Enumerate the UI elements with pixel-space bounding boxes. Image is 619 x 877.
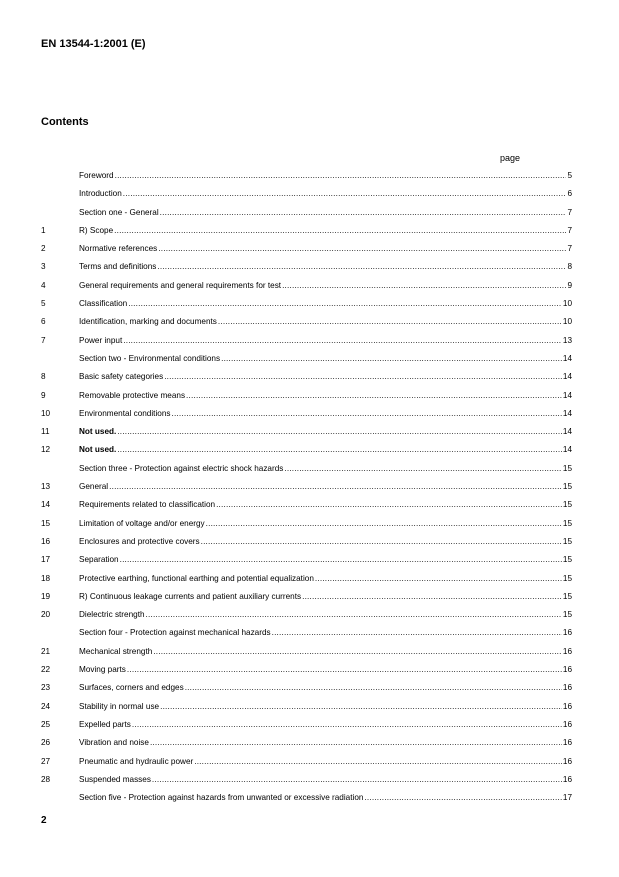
toc-entry-page: 14 bbox=[562, 372, 572, 382]
dot-leader bbox=[186, 387, 562, 405]
document-id: EN 13544-1:2001 (E) bbox=[41, 38, 146, 50]
toc-entry-title: Section one - General bbox=[79, 207, 159, 217]
dot-leader bbox=[206, 515, 562, 533]
toc-entry-number: 1 bbox=[41, 225, 46, 235]
toc-entry[interactable] bbox=[41, 185, 572, 203]
dot-leader bbox=[128, 295, 562, 313]
toc-entry[interactable] bbox=[41, 258, 572, 276]
toc-entry[interactable] bbox=[41, 661, 572, 679]
toc-entry-page: 16 bbox=[562, 719, 572, 729]
toc-entry[interactable] bbox=[41, 753, 572, 771]
dot-leader bbox=[282, 277, 566, 295]
toc-entry-page: 15 bbox=[562, 536, 572, 546]
toc-entry-title: Stability in normal use bbox=[79, 701, 160, 711]
toc-entry[interactable] bbox=[41, 734, 572, 752]
dot-leader bbox=[201, 533, 562, 551]
toc-entry-page: 15 bbox=[562, 482, 572, 492]
toc-entry[interactable] bbox=[41, 478, 572, 496]
toc-entry-page: 15 bbox=[562, 555, 572, 565]
toc-entry-title: Protective earthing, functional earthing and potential equalization bbox=[79, 573, 314, 583]
toc-entry-page: 7 bbox=[567, 225, 572, 235]
dot-leader bbox=[127, 661, 562, 679]
toc-entry-number: 28 bbox=[41, 774, 51, 784]
toc-entry-number: 10 bbox=[41, 408, 51, 418]
toc-entry-page: 10 bbox=[562, 317, 572, 327]
toc-entry-page: 8 bbox=[567, 262, 572, 272]
toc-entry-title: General requirements and general requirements for test bbox=[79, 280, 282, 290]
toc-entry-number: 25 bbox=[41, 719, 51, 729]
toc-entry-title: Foreword bbox=[79, 171, 114, 180]
dot-leader bbox=[158, 240, 566, 258]
toc-entry-number: 26 bbox=[41, 738, 51, 748]
dot-leader bbox=[160, 204, 567, 222]
dot-leader bbox=[185, 679, 562, 697]
toc-entry[interactable] bbox=[41, 496, 572, 514]
dot-leader bbox=[272, 624, 562, 642]
toc-entry-number: 19 bbox=[41, 591, 51, 601]
toc-entry-number: 16 bbox=[41, 536, 51, 546]
toc-entry[interactable] bbox=[41, 277, 572, 295]
toc-entry-title: Mechanical strength bbox=[79, 646, 153, 656]
toc-entry-title: Not used. bbox=[79, 427, 117, 437]
toc-entry-number: 11 bbox=[41, 427, 50, 437]
toc-entry[interactable] bbox=[41, 240, 572, 258]
toc-entry[interactable] bbox=[41, 167, 572, 185]
toc-entry-number: 23 bbox=[41, 683, 51, 693]
toc-entry-page: 7 bbox=[567, 207, 572, 217]
toc-entry-page: 13 bbox=[562, 335, 572, 345]
toc-entry[interactable] bbox=[41, 789, 572, 807]
toc-entry-number: 6 bbox=[41, 317, 46, 327]
toc-entry-page: 16 bbox=[562, 738, 572, 748]
toc-entry-page: 15 bbox=[562, 518, 572, 528]
dot-leader bbox=[171, 405, 561, 423]
dot-leader bbox=[146, 606, 562, 624]
toc-entry-title: Normative references bbox=[79, 244, 158, 254]
toc-entry-title: Power input bbox=[79, 335, 123, 345]
contents-heading: Contents bbox=[41, 116, 89, 128]
toc-entry-title: General bbox=[79, 482, 109, 492]
toc-entry-title: Introduction bbox=[79, 189, 122, 199]
dot-leader bbox=[115, 167, 567, 185]
toc-entry-title: R) Continuous leakage currents and patient auxiliary currents bbox=[79, 591, 302, 601]
toc-entry-page: 14 bbox=[562, 390, 572, 400]
toc-entry-title: Requirements related to classification bbox=[79, 500, 216, 510]
toc-entry[interactable] bbox=[41, 679, 572, 697]
toc-entry[interactable] bbox=[41, 515, 572, 533]
toc-entry[interactable] bbox=[41, 716, 572, 734]
dot-leader bbox=[150, 734, 562, 752]
toc-entry-title: Separation bbox=[79, 555, 119, 565]
toc-entry-title: Surfaces, corners and edges bbox=[79, 683, 184, 693]
toc-entry-title: Classification bbox=[79, 299, 128, 309]
dot-leader bbox=[109, 478, 562, 496]
toc-entry-number: 14 bbox=[41, 500, 51, 510]
dot-leader bbox=[120, 551, 562, 569]
toc-entry-number: 17 bbox=[41, 555, 51, 565]
toc-entry[interactable] bbox=[41, 423, 572, 441]
toc-entry-number: 18 bbox=[41, 573, 51, 583]
toc-entry-number: 27 bbox=[41, 756, 51, 766]
toc-entry-title: R) Scope bbox=[79, 225, 114, 235]
toc-entry[interactable] bbox=[41, 295, 572, 313]
dot-leader bbox=[117, 423, 562, 441]
toc-entry[interactable] bbox=[41, 588, 572, 606]
toc-entry-title: Section three - Protection against electric shock hazards bbox=[79, 463, 284, 473]
toc-entry-page: 14 bbox=[562, 445, 572, 455]
toc-entry-number: 4 bbox=[41, 280, 46, 290]
toc-entry-number: 15 bbox=[41, 518, 51, 528]
toc-entry[interactable] bbox=[41, 332, 572, 350]
dot-leader bbox=[114, 222, 566, 240]
dot-leader bbox=[123, 185, 567, 203]
toc-entry-page: 15 bbox=[562, 610, 572, 620]
dot-leader bbox=[153, 643, 562, 661]
toc-entry-page: 5 bbox=[567, 171, 572, 180]
table-of-contents bbox=[41, 167, 572, 807]
toc-entry[interactable] bbox=[41, 350, 572, 368]
toc-entry[interactable] bbox=[41, 405, 572, 423]
dot-leader bbox=[160, 698, 562, 716]
dot-leader bbox=[123, 332, 562, 350]
toc-entry-page: 17 bbox=[562, 793, 572, 803]
toc-entry-title: Basic safety categories bbox=[79, 372, 164, 382]
toc-entry[interactable] bbox=[41, 570, 572, 588]
toc-entry-title: Section four - Protection against mechanical hazards bbox=[79, 628, 271, 638]
toc-entry[interactable] bbox=[41, 698, 572, 716]
toc-entry-number: 7 bbox=[41, 335, 46, 345]
dot-leader bbox=[164, 368, 562, 386]
toc-entry[interactable] bbox=[41, 368, 572, 386]
toc-entry[interactable] bbox=[41, 204, 572, 222]
dot-leader bbox=[221, 350, 562, 368]
toc-entry-title: Removable protective means bbox=[79, 390, 186, 400]
toc-entry[interactable] bbox=[41, 313, 572, 331]
toc-entry-title: Limitation of voltage and/or energy bbox=[79, 518, 205, 528]
toc-entry-page: 16 bbox=[562, 774, 572, 784]
toc-entry-page: 14 bbox=[562, 427, 572, 437]
toc-entry-page: 16 bbox=[562, 756, 572, 766]
toc-entry-title: Pneumatic and hydraulic power bbox=[79, 756, 194, 766]
toc-entry-number: 13 bbox=[41, 482, 51, 492]
toc-entry[interactable] bbox=[41, 624, 572, 642]
page-column-label: page bbox=[500, 153, 521, 163]
toc-entry-page: 16 bbox=[562, 665, 572, 675]
toc-entry-number: 3 bbox=[41, 262, 46, 272]
toc-entry-number: 24 bbox=[41, 701, 51, 711]
page-number: 2 bbox=[41, 815, 47, 826]
toc-entry[interactable] bbox=[41, 460, 572, 478]
toc-entry-page: 16 bbox=[562, 683, 572, 693]
toc-entry-number: 9 bbox=[41, 390, 46, 400]
toc-entry-page: 16 bbox=[562, 628, 572, 638]
dot-leader bbox=[194, 753, 562, 771]
toc-entry-page: 15 bbox=[562, 573, 572, 583]
toc-entry-title: Suspended masses bbox=[79, 774, 151, 784]
dot-leader bbox=[117, 441, 562, 459]
toc-entry-page: 14 bbox=[562, 408, 572, 418]
toc-entry-page: 16 bbox=[562, 646, 572, 656]
dot-leader bbox=[152, 771, 562, 789]
toc-entry-number: 2 bbox=[41, 244, 46, 254]
toc-entry-title: Section two - Environmental conditions bbox=[79, 353, 221, 363]
toc-entry-title: Enclosures and protective covers bbox=[79, 536, 200, 546]
toc-entry[interactable] bbox=[41, 222, 572, 240]
toc-entry-page: 9 bbox=[567, 280, 572, 290]
toc-entry-page: 16 bbox=[562, 701, 572, 711]
toc-entry[interactable] bbox=[41, 551, 572, 569]
toc-entry-title: Section five - Protection against hazards from unwanted or excessive radiation bbox=[79, 793, 364, 803]
toc-entry-title: Terms and definitions bbox=[79, 262, 157, 272]
toc-entry-title: Expelled parts bbox=[79, 719, 131, 729]
dot-leader bbox=[216, 496, 562, 514]
toc-entry-page: 7 bbox=[567, 244, 572, 254]
toc-entry-page: 14 bbox=[562, 353, 572, 363]
toc-entry-number: 22 bbox=[41, 665, 51, 675]
toc-entry-number: 21 bbox=[41, 646, 51, 656]
toc-entry[interactable] bbox=[41, 441, 572, 459]
toc-entry-page: 15 bbox=[562, 591, 572, 601]
toc-entry-title: Moving parts bbox=[79, 665, 126, 675]
toc-entry[interactable] bbox=[41, 387, 572, 405]
toc-entry-title: Vibration and noise bbox=[79, 738, 149, 748]
toc-entry-page: 15 bbox=[562, 500, 572, 510]
dot-leader bbox=[157, 258, 566, 276]
toc-entry-number: 5 bbox=[41, 299, 46, 309]
toc-entry-page: 15 bbox=[562, 463, 572, 473]
dot-leader bbox=[284, 460, 562, 478]
dot-leader bbox=[132, 716, 562, 734]
toc-entry-number: 20 bbox=[41, 610, 51, 620]
toc-entry-page: 6 bbox=[567, 189, 572, 199]
toc-entry-number: 12 bbox=[41, 445, 51, 455]
toc-entry[interactable] bbox=[41, 643, 572, 661]
toc-entry[interactable] bbox=[41, 606, 572, 624]
toc-entry-title: Dielectric strength bbox=[79, 610, 145, 620]
toc-entry-page: 10 bbox=[562, 299, 572, 309]
dot-leader bbox=[315, 570, 562, 588]
toc-entry[interactable] bbox=[41, 533, 572, 551]
toc-entry-number: 8 bbox=[41, 372, 46, 382]
toc-entry[interactable] bbox=[41, 771, 572, 789]
toc-entry-title: Environmental conditions bbox=[79, 408, 171, 418]
toc-entry-title: Not used. bbox=[79, 445, 117, 455]
dot-leader bbox=[218, 313, 562, 331]
dot-leader bbox=[302, 588, 562, 606]
toc-entry-title: Identification, marking and documents bbox=[79, 317, 217, 327]
dot-leader bbox=[364, 789, 561, 807]
